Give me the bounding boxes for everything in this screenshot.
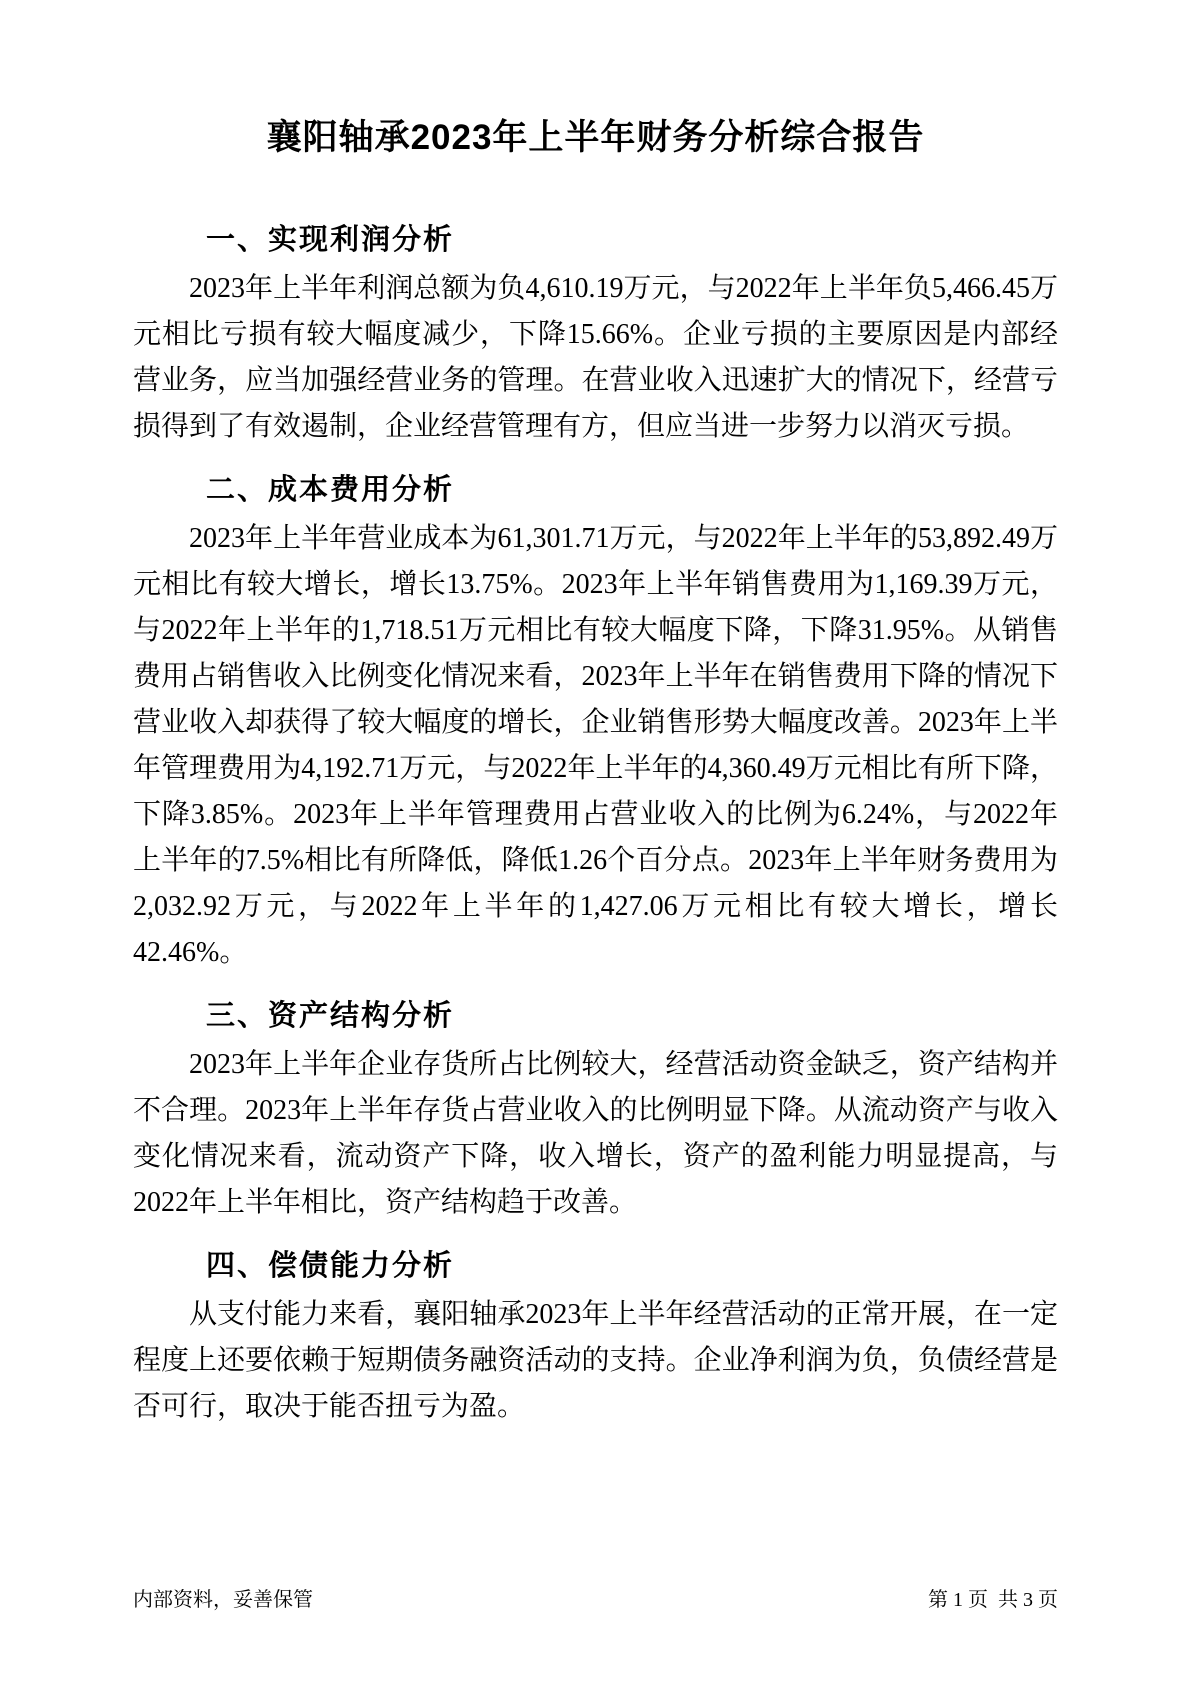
section-heading-asset-structure: 三、资产结构分析 — [206, 1000, 455, 1032]
section-heading-cost: 二、成本费用分析 — [206, 474, 455, 506]
section-profit-analysis — [133, 220, 1058, 450]
footer-confidential-note: 内部资料，妥善保管 — [133, 1589, 313, 1611]
section-heading-profit: 一、实现利润分析 — [206, 224, 455, 256]
section-paragraph-asset-structure: 2023年上半年企业存货所占比例较大，经营活动资金缺乏，资产结构并不合理。2023年上半年存货占营业收入的比例明显下降。从流动资产与收入变化情况来看，流动资产下降，收入增长，资产的盈利能力明显提高，与2022年上半年相比，资产结构趋于改善。 — [133, 1049, 1058, 1218]
section-solvency-analysis — [133, 1246, 1058, 1430]
section-cost-analysis — [133, 470, 1058, 976]
section-paragraph-cost: 2023年上半年营业成本为61,301.71万元，与2022年上半年的53,892.49万元相比有较大增长，增长13.75%。2023年上半年销售费用为1,169.39万元，与2022年上半年的1,718.51万元相比有较大幅度下降，下降31.95%。从销售费用占销售收入比例变化情况来看，2023年上半年在销售费用下降的情况下营业收入却获得了较大幅度的增长，企业销售形势大幅度改善。2023年上半年管理费用为4,192.71万元，与2022年上半年的4,360.49万元相比有所下降，下降3.85%。2023年上半年管理费用占营业收入的比例为6.24%，与2022年上半年的7.5%相比有所降低，降低1.26个百分点。2023年上半年财务费用为2,032.92万元，与2022年上半年的1,427.06万元相比有较大增长，增长42.46%。 — [133, 523, 1058, 968]
section-paragraph-profit: 2023年上半年利润总额为负4,610.19万元，与2022年上半年负5,466.45万元相比亏损有较大幅度减少，下降15.66%。企业亏损的主要原因是内部经营业务，应当加强经营业务的管理。在营业收入迅速扩大的情况下，经营亏损得到了有效遏制，企业经营管理有方，但应当进一步努力以消灭亏损。 — [133, 273, 1058, 442]
section-asset-structure-analysis — [133, 996, 1058, 1226]
section-heading-solvency: 四、偿债能力分析 — [206, 1250, 455, 1282]
page-footer — [133, 1588, 1058, 1612]
footer-page-number: 第 1 页 共 3 页 — [928, 1589, 1058, 1611]
document-title: 襄阳轴承2023年上半年财务分析综合报告 — [266, 118, 925, 157]
section-paragraph-solvency: 从支付能力来看，襄阳轴承2023年上半年经营活动的正常开展，在一定程度上还要依赖于短期债务融资活动的支持。企业净利润为负，负债经营是否可行，取决于能否扭亏为盈。 — [133, 1299, 1058, 1422]
